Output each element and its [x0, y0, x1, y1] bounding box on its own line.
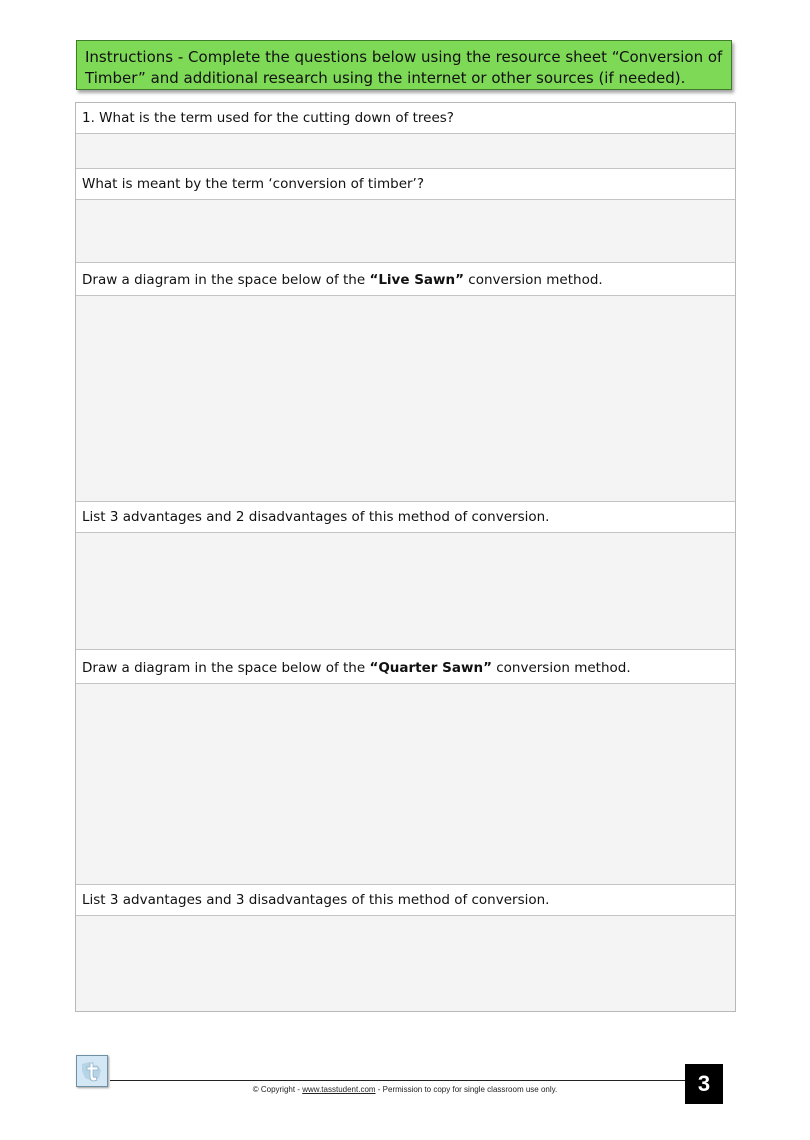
answer-box-6[interactable]: [76, 916, 735, 1011]
page-number: 3: [685, 1064, 723, 1104]
answer-box-2[interactable]: [76, 200, 735, 263]
question-6-text: List 3 advantages and 3 disadvantages of this method of conversion.: [82, 892, 550, 908]
question-1: [76, 103, 735, 134]
worksheet-table: [75, 102, 736, 1012]
copyright-prefix: © Copyright -: [252, 1085, 303, 1094]
answer-box-1[interactable]: [76, 134, 735, 169]
question-3-suffix: conversion method.: [464, 272, 603, 288]
question-5: [76, 650, 735, 684]
diagram-box-live-sawn[interactable]: [76, 296, 735, 502]
instructions-box: [76, 40, 732, 90]
copyright-notice: [110, 1085, 700, 1094]
question-4-text: List 3 advantages and 2 disadvantages of this method of conversion.: [82, 509, 550, 525]
copyright-link[interactable]: www.tasstudent.com: [302, 1085, 376, 1094]
question-3-bold: “Live Sawn”: [369, 272, 464, 288]
tasstudent-logo-icon: [76, 1055, 108, 1087]
question-4: [76, 502, 735, 533]
question-2-text: What is meant by the term ‘conversion of timber’?: [82, 176, 425, 192]
copyright-suffix: - Permission to copy for single classroom use only.: [375, 1085, 558, 1094]
instructions-text: Instructions - Complete the questions below using the resource sheet “Conversion of Timber” and additional research using the internet or other sources (if needed).: [85, 48, 723, 87]
question-6: [76, 885, 735, 916]
answer-box-4[interactable]: [76, 533, 735, 650]
question-5-prefix: Draw a diagram in the space below of the: [82, 660, 370, 676]
question-3: [76, 263, 735, 296]
question-1-text: 1. What is the term used for the cutting down of trees?: [82, 110, 454, 126]
question-5-suffix: conversion method.: [491, 660, 631, 676]
footer-divider: [110, 1080, 686, 1081]
question-3-prefix: Draw a diagram in the space below of the: [82, 272, 370, 288]
question-5-bold: “Quarter Sawn”: [369, 660, 492, 676]
diagram-box-quarter-sawn[interactable]: [76, 684, 735, 885]
question-2: [76, 169, 735, 200]
